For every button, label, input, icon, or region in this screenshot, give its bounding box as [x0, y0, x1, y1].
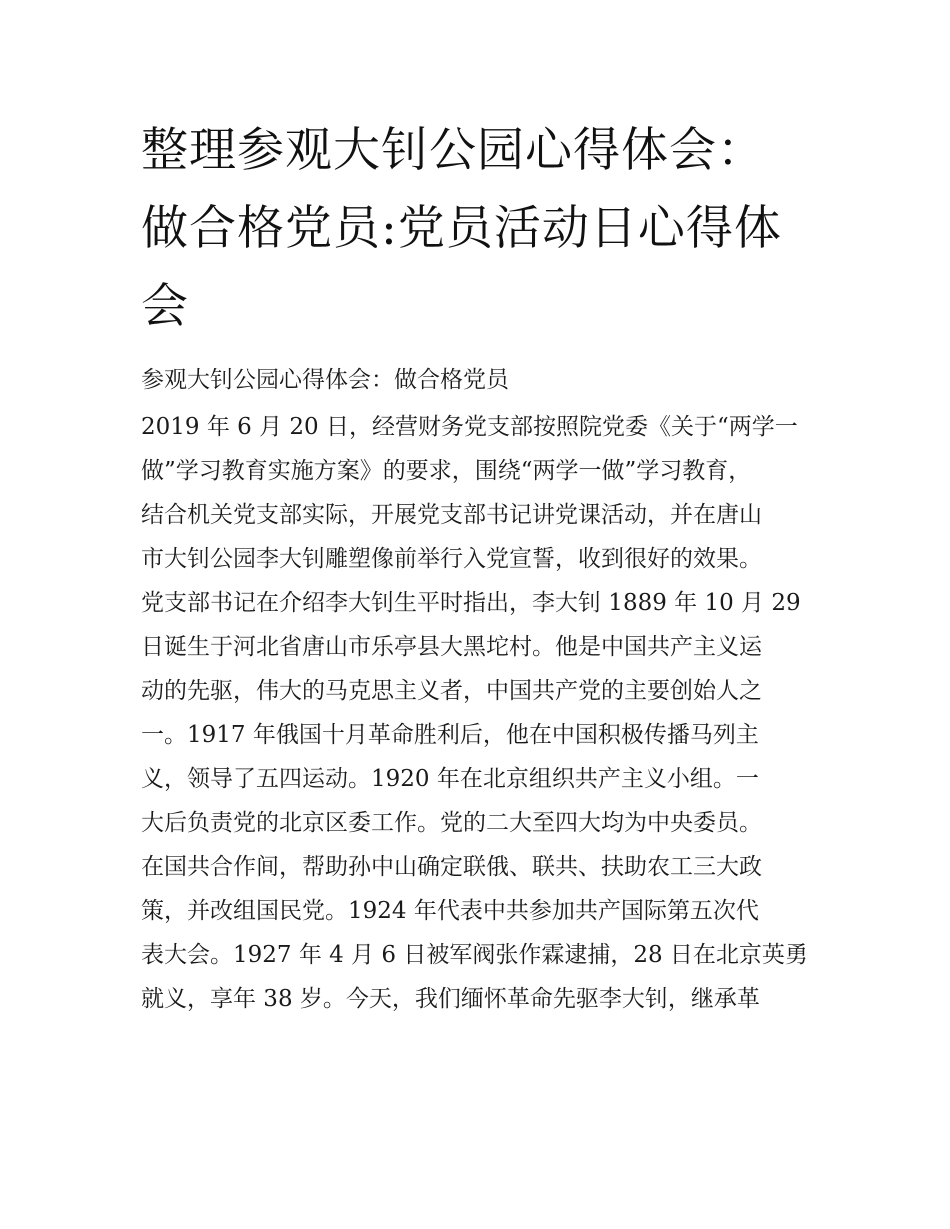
body-line: 动的先驱，伟大的马克思主义者，中国共产党的主要创始人之: [141, 678, 762, 704]
body-line: 义，领导了五四运动。1920 年在北京组织共产主义小组。一: [141, 766, 759, 792]
body-line: 结合机关党支部实际，开展党支部书记讲党课活动，并在唐山: [141, 502, 762, 528]
body-line: 市大钊公园李大钊雕塑像前举行入党宣誓，收到很好的效果。: [141, 546, 762, 572]
body-line: 党支部书记在介绍李大钊生平时指出，李大钊 1889 年 10 月 29: [141, 590, 801, 616]
body-line: 表大会。1927 年 4 月 6 日被军阀张作霖逮捕，28 日在北京英勇: [141, 942, 808, 968]
body-line: 策，并改组国民党。1924 年代表中共参加共产国际第五次代: [141, 898, 759, 924]
body-line: 一。1917 年俄国十月革命胜利后，他在中国积极传播马列主: [141, 722, 759, 748]
title-line: 整理参观大钊公园心得体会：: [141, 123, 765, 178]
body-line: 日诞生于河北省唐山市乐亭县大黑坨村。他是中国共产主义运: [141, 634, 762, 660]
document-body: [141, 405, 821, 1021]
title-line: 会: [141, 279, 189, 334]
body-line: 2019 年 6 月 20 日，经营财务党支部按照院党委《关于“两学一: [141, 414, 798, 440]
body-line: 在国共合作间，帮助孙中山确定联俄、联共、扶助农工三大政: [141, 854, 762, 880]
document-title: [141, 112, 813, 346]
body-line: 大后负责党的北京区委工作。党的二大至四大均为中央委员。: [141, 810, 762, 836]
body-line: 就义，享年 38 岁。今天，我们缅怀革命先驱李大钊，继承革: [141, 986, 760, 1012]
document-subtitle: 参观大钊公园心得体会：做合格党员: [141, 367, 509, 393]
title-line: 做合格党员:党员活动日心得体: [141, 201, 782, 256]
body-line: 做”学习教育实施方案》的要求，围绕“两学一做”学习教育，: [141, 458, 752, 484]
